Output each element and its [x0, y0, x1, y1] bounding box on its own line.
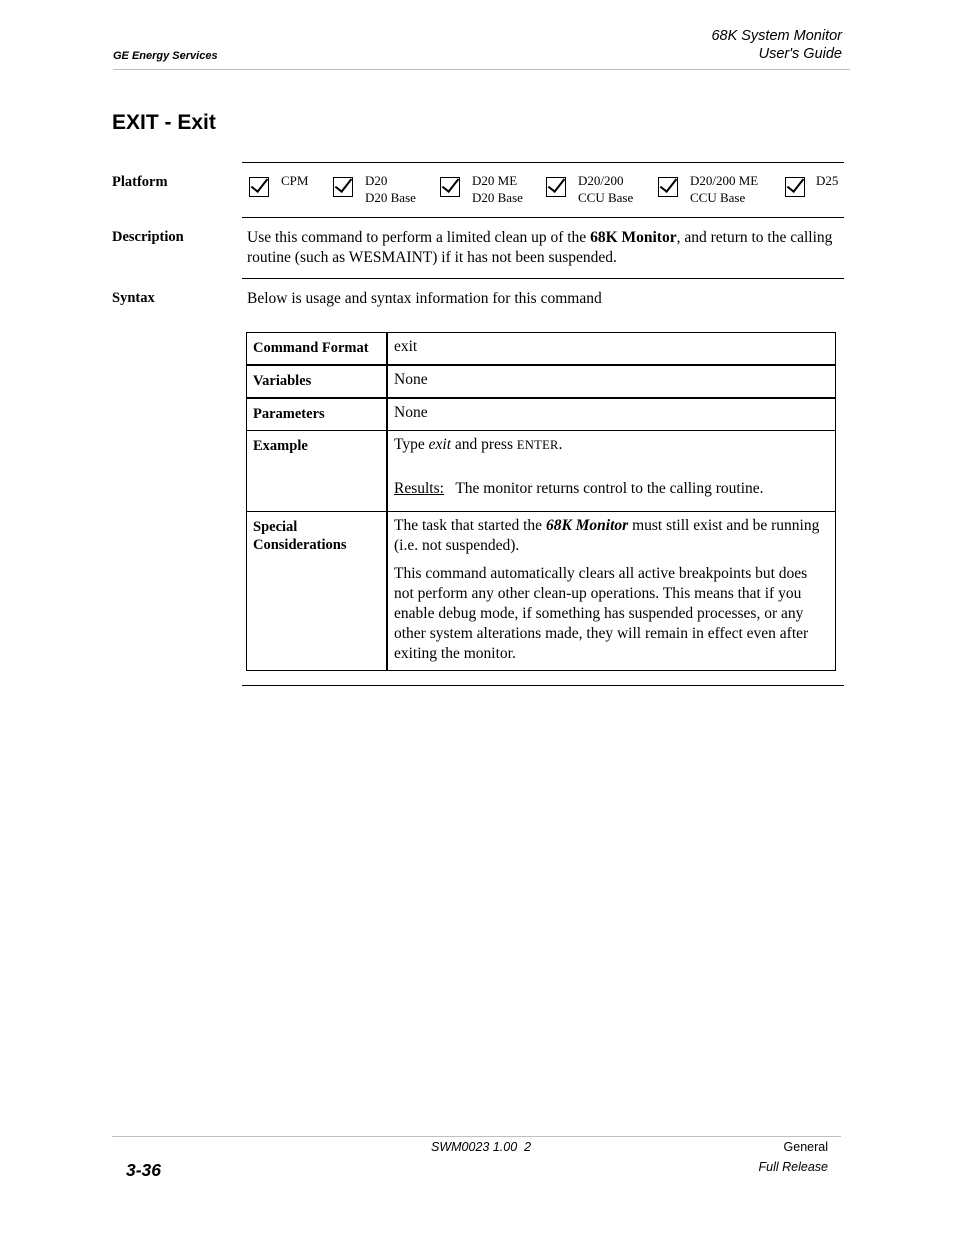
checkbox-checked-icon: [249, 177, 269, 197]
product-name: 68K Monitor: [590, 229, 677, 246]
checkbox-checked-icon: [333, 177, 353, 197]
example-value: [387, 431, 836, 512]
platform-item-d20-200-me: [658, 172, 758, 206]
description-bottom-rule: [242, 278, 844, 279]
table-row: [247, 398, 836, 431]
special-considerations-key: Special Considerations: [247, 512, 388, 671]
platform-item-sublabel: CCU Base: [578, 190, 634, 205]
platform-item-sublabel: CCU Base: [690, 190, 746, 205]
example-key: Example: [247, 431, 388, 512]
checkbox-checked-icon: [546, 177, 566, 197]
variables-key: Variables: [247, 365, 388, 398]
command-format-value: exit: [387, 333, 836, 366]
special-paragraph-2: This command automatically clears all active breakpoints but does not perform any other clean-up operations. This means that if you enable debug mode, if something has suspended processes, or any other system alterations made, they will remain in effect even after exiting the monitor.: [394, 565, 809, 662]
page-title: EXIT - Exit: [112, 111, 216, 134]
document-id: SWM0023 1.00 2: [431, 1140, 532, 1154]
footer-divider: [112, 1136, 841, 1137]
document-title-line2: User's Guide: [758, 46, 842, 62]
example-results: [394, 479, 829, 499]
footer-category: General: [783, 1140, 828, 1154]
platform-item-d20: [333, 172, 416, 206]
table-row: [247, 512, 836, 671]
platform-item-sublabel: D20 Base: [472, 190, 523, 205]
platform-item-label: D20: [365, 173, 388, 188]
syntax-intro: Below is usage and syntax information for this command: [247, 290, 602, 307]
platform-item-label: D25: [816, 173, 839, 188]
special-considerations-value: [387, 512, 836, 671]
parameters-value: None: [387, 398, 836, 431]
platform-item-d20-me: [440, 172, 523, 206]
syntax-table: [246, 332, 836, 671]
special-paragraph-1: The task that started the 68K Monitor must still exist and be running (i.e. not suspended).: [394, 517, 820, 554]
platform-item-sublabel: D20 Base: [365, 190, 416, 205]
example-command: exit: [428, 436, 452, 453]
enter-key: ENTER: [516, 438, 559, 452]
table-row: [247, 431, 836, 512]
document-title-line1: 68K System Monitor: [711, 28, 842, 44]
page-number: 3-36: [126, 1160, 162, 1180]
platform-bottom-rule: [242, 217, 844, 218]
platform-top-rule: [242, 162, 844, 163]
syntax-label: Syntax: [112, 290, 155, 306]
description-label: Description: [112, 229, 184, 245]
variables-value: None: [387, 365, 836, 398]
command-format-key: Command Format: [247, 333, 388, 366]
release-status: Full Release: [758, 1160, 828, 1174]
table-row: [247, 365, 836, 398]
company-name: GE Energy Services: [113, 50, 218, 62]
results-text: The monitor returns control to the calling routine.: [455, 480, 764, 497]
platform-item-label: D20 ME: [472, 173, 518, 188]
checkbox-checked-icon: [658, 177, 678, 197]
parameters-key: Parameters: [247, 398, 388, 431]
section-end-rule: [242, 685, 844, 686]
results-label: Results:: [394, 480, 444, 497]
example-instruction: Type exit and press ENTER.: [394, 436, 563, 453]
platform-item-label: D20/200 ME: [690, 173, 759, 188]
platform-item-cpm: [249, 172, 308, 197]
platform-item-d20-200: [546, 172, 633, 206]
header-divider: [113, 69, 850, 70]
document-title: [711, 27, 842, 63]
table-row: [247, 333, 836, 366]
platform-item-d25: [785, 172, 838, 197]
platform-item-label: D20/200: [578, 173, 624, 188]
platform-label: Platform: [112, 174, 168, 190]
checkbox-checked-icon: [785, 177, 805, 197]
description-text: Use this command to perform a limited clean up of the 68K Monitor, and return to the calling routine (such as WESMAINT) if it has not been suspended.: [247, 229, 833, 266]
platform-item-label: CPM: [281, 173, 309, 188]
checkbox-checked-icon: [440, 177, 460, 197]
product-name: 68K Monitor: [545, 517, 629, 534]
